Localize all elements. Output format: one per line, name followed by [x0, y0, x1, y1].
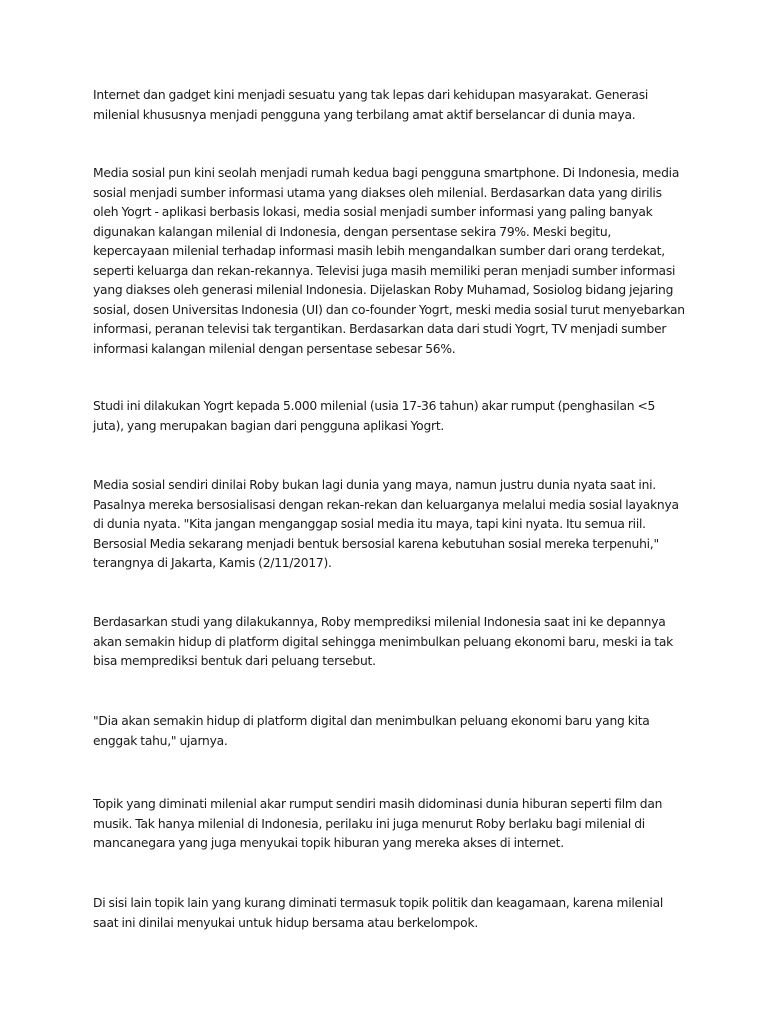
- paragraph: Media sosial sendiri dinilai Roby bukan lagi dunia yang maya, namun justru dunia nyata saat ini. Pasalnya mereka bersosialisasi dengan rekan-rekan dan keluarganya melalui media sosial layaknya di dunia nyata. "Kita jangan menganggap sosial media itu maya, tapi kini nyata. Itu semua riil. Bersosial Media sekarang menjadi bentuk bersosial karena kebutuhan sosial mereka terpenuhi," terangnya di Jakarta, Kamis (2/11/2017).: [93, 478, 679, 570]
- paragraph: Topik yang diminati milenial akar rumput sendiri masih didominasi dunia hiburan seperti film dan musik. Tak hanya milenial di Indonesia, perilaku ini juga menurut Roby berlaku bagi milenial di mancanegara yang juga menyukai topik hiburan yang mereka akses di internet.: [93, 797, 663, 850]
- paragraph: Di sisi lain topik lain yang kurang diminati termasuk topik politik dan keagamaan, karena milenial saat ini dinilai menyukai untuk hidup bersama atau berkelompok.: [93, 896, 664, 930]
- paragraph: "Dia akan semakin hidup di platform digital dan menimbulkan peluang ekonomi baru yang kita enggak tahu," ujarnya.: [93, 714, 650, 748]
- paragraph: Internet dan gadget kini menjadi sesuatu yang tak lepas dari kehidupan masyarakat. Generasi milenial khususnya menjadi pengguna yang terbilang amat aktif berselancar di dunia maya.: [93, 88, 649, 122]
- paragraph: Berdasarkan studi yang dilakukannya, Roby memprediksi milenial Indonesia saat ini ke depannya akan semakin hidup di platform digital sehingga menimbulkan peluang ekonomi baru, meski ia tak bisa memprediksi bentuk dari peluang tersebut.: [93, 615, 674, 668]
- paragraph: Studi ini dilakukan Yogrt kepada 5.000 milenial (usia 17-36 tahun) akar rumput (penghasilan <5 juta), yang merupakan bagian dari pengguna aplikasi Yogrt.: [93, 399, 656, 433]
- paragraph: Media sosial pun kini seolah menjadi rumah kedua bagi pengguna smartphone. Di Indonesia, media sosial menjadi sumber informasi utama yang diakses oleh milenial. Berdasarkan data yang dirilis oleh Yogrt - aplikasi berbasis lokasi, media sosial menjadi sumber informasi yang paling banyak digunakan kalangan milenial di Indonesia, dengan persentase sekira 79%. Meski begitu, kepercayaan milenial terhadap informasi masih lebih mengandalkan sumber dari orang terdekat, seperti keluarga dan rekan-rekannya. Televisi juga masih memiliki peran menjadi sumber informasi yang diakses oleh generasi milenial Indonesia. Dijelaskan Roby Muhamad, Sosiolog bidang jejaring sosial, dosen Universitas Indonesia (UI) dan co-founder Yogrt, meski media sosial turut menyebarkan informasi, peranan televisi tak tergantikan. Berdasarkan data dari studi Yogrt, TV menjadi sumber informasi kalangan milenial dengan persentase sebesar 56%.: [93, 166, 685, 356]
